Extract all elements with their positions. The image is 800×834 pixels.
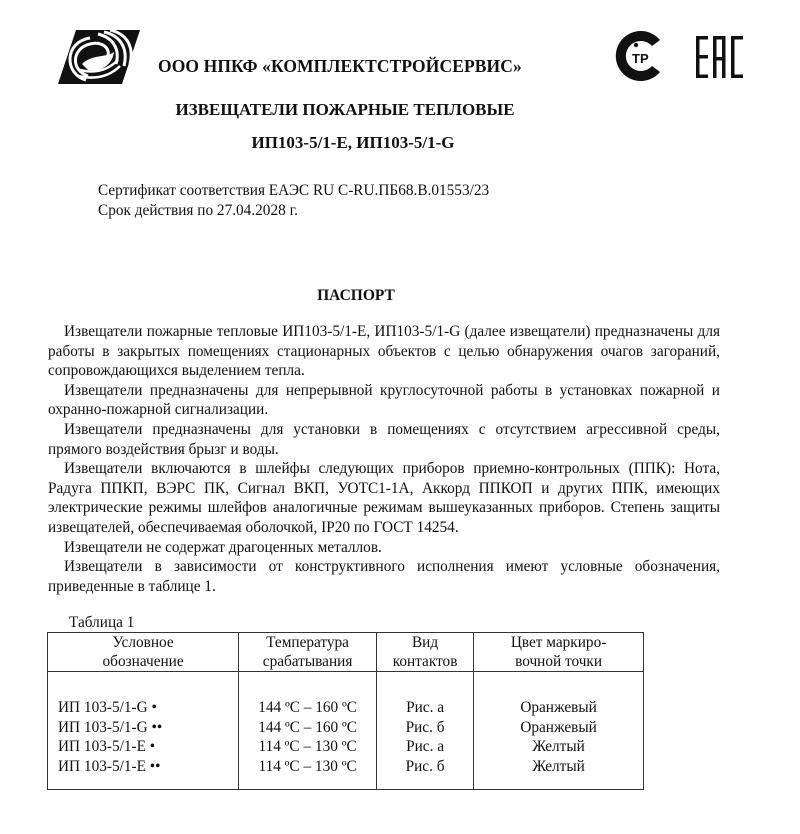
header-marking-color [474,633,644,672]
marking-color-column [474,672,644,790]
eac-icon [696,34,744,80]
header-contacts [376,633,473,672]
paragraph-compatibility: Извещатели включаются в шлейфы следующих приборов приемно-контрольных (ППК): Нота, Радуга ППКП, ВЭРС ПК, Сигнал ВКП, УОТС1-1А, Аккорд ППКОП и других ППК, имеющих электрические режимы шлейфов аналогичные режимам вышеуказанных приборов. Степень защиты извещателей, обеспечиваемая оболочкой, IP20 по ГОСТ 14254. [48,460,720,536]
paragraph-designations: Извещатели в зависимости от конструктивного исполнения имеют условные обозначения, приведенные в таблице 1. [48,558,720,595]
eac-logo [696,34,744,80]
header-line: контактов [392,653,458,670]
table-cell-contacts: Рис. б [405,718,445,736]
table-body-row [48,672,644,790]
company-name: ООО НПКФ «КОМПЛЕКТСТРОЙСЕРВИС» [158,56,522,76]
designation-table [47,632,644,790]
header-line: Температура [266,634,349,651]
table-cell-designation: ИП 103-5/1-E • [58,738,156,755]
temperature-column [239,672,377,790]
company-logo-icon [58,30,140,84]
paragraph-purpose: Извещатели пожарные тепловые ИП103-5/1-E, ИП103-5/1-G (далее извещатели) предназначены для работы в закрытых помещениях стационарных объектов с целью обнаружения очагов загораний, сопровождающихся выделением тепла. [48,323,720,380]
paragraph-installation: Извещатели предназначены для установки в помещениях с отсутствием агрессивной среды, прямого воздействия брызг и воды. [48,420,720,458]
table-cell-contacts: Рис. б [405,757,445,775]
certificate-number: Сертификат соответствия ЕАЭС RU C-RU.ПБ68.В.01553/23 [98,182,490,199]
table-cell-color: Желтый [532,738,585,755]
section-title-passport: ПАСПОРТ [317,287,395,304]
header-line: срабатывания [262,653,353,670]
table-cell-temperature: 114 ºС – 130 ºС [258,757,357,775]
table-cell-color: Оранжевый [520,718,597,736]
company-logo [58,30,140,84]
document-subtitle-models: ИП103-5/1-E, ИП103-5/1-G [251,133,455,152]
table-cell-temperature: 144 ºС – 160 ºС [258,718,357,736]
cert-sttp-logo [608,30,666,82]
document-title: ИЗВЕЩАТЕЛИ ПОЖАРНЫЕ ТЕПЛОВЫЕ [175,100,515,119]
header-line: Вид [411,634,439,651]
paragraph-metals: Извещатели не содержат драгоценных металлов. [64,538,382,556]
table-cell-designation: ИП 103-5/1-G • [58,699,157,716]
header-line: Цвет маркиро- [510,634,607,651]
table-cell-color: Желтый [532,757,585,775]
cert-sttp-icon [608,30,666,82]
table-cell-color: Оранжевый [520,699,597,716]
table-cell-designation: ИП 103-5/1-G •• [58,718,163,736]
table-cell-contacts: Рис. а [406,699,445,716]
passport-body [48,322,720,596]
table-cell-contacts: Рис. а [406,738,445,755]
header-line: обозначение [102,653,184,670]
header-designation [48,633,239,672]
contacts-column [376,672,473,790]
paragraph-operation: Извещатели предназначены для непрерывной круглосуточной работы в установках пожарной и охранно-пожарной сигнализации. [48,381,720,419]
table-header-row [48,633,644,672]
designation-column [48,672,239,790]
header-line: Условное [112,634,174,651]
certificate-validity: Срок действия по 27.04.2028 г. [98,202,298,219]
table-caption: Таблица 1 [69,614,135,631]
header-temperature [239,633,377,672]
table-cell-temperature: 144 ºС – 160 ºС [258,699,357,716]
table-cell-temperature: 114 ºС – 130 ºС [258,738,357,755]
table-cell-designation: ИП 103-5/1-E •• [58,757,161,775]
header-line: вочной точки [515,653,603,670]
cert-logo-text: ТР [632,51,649,66]
